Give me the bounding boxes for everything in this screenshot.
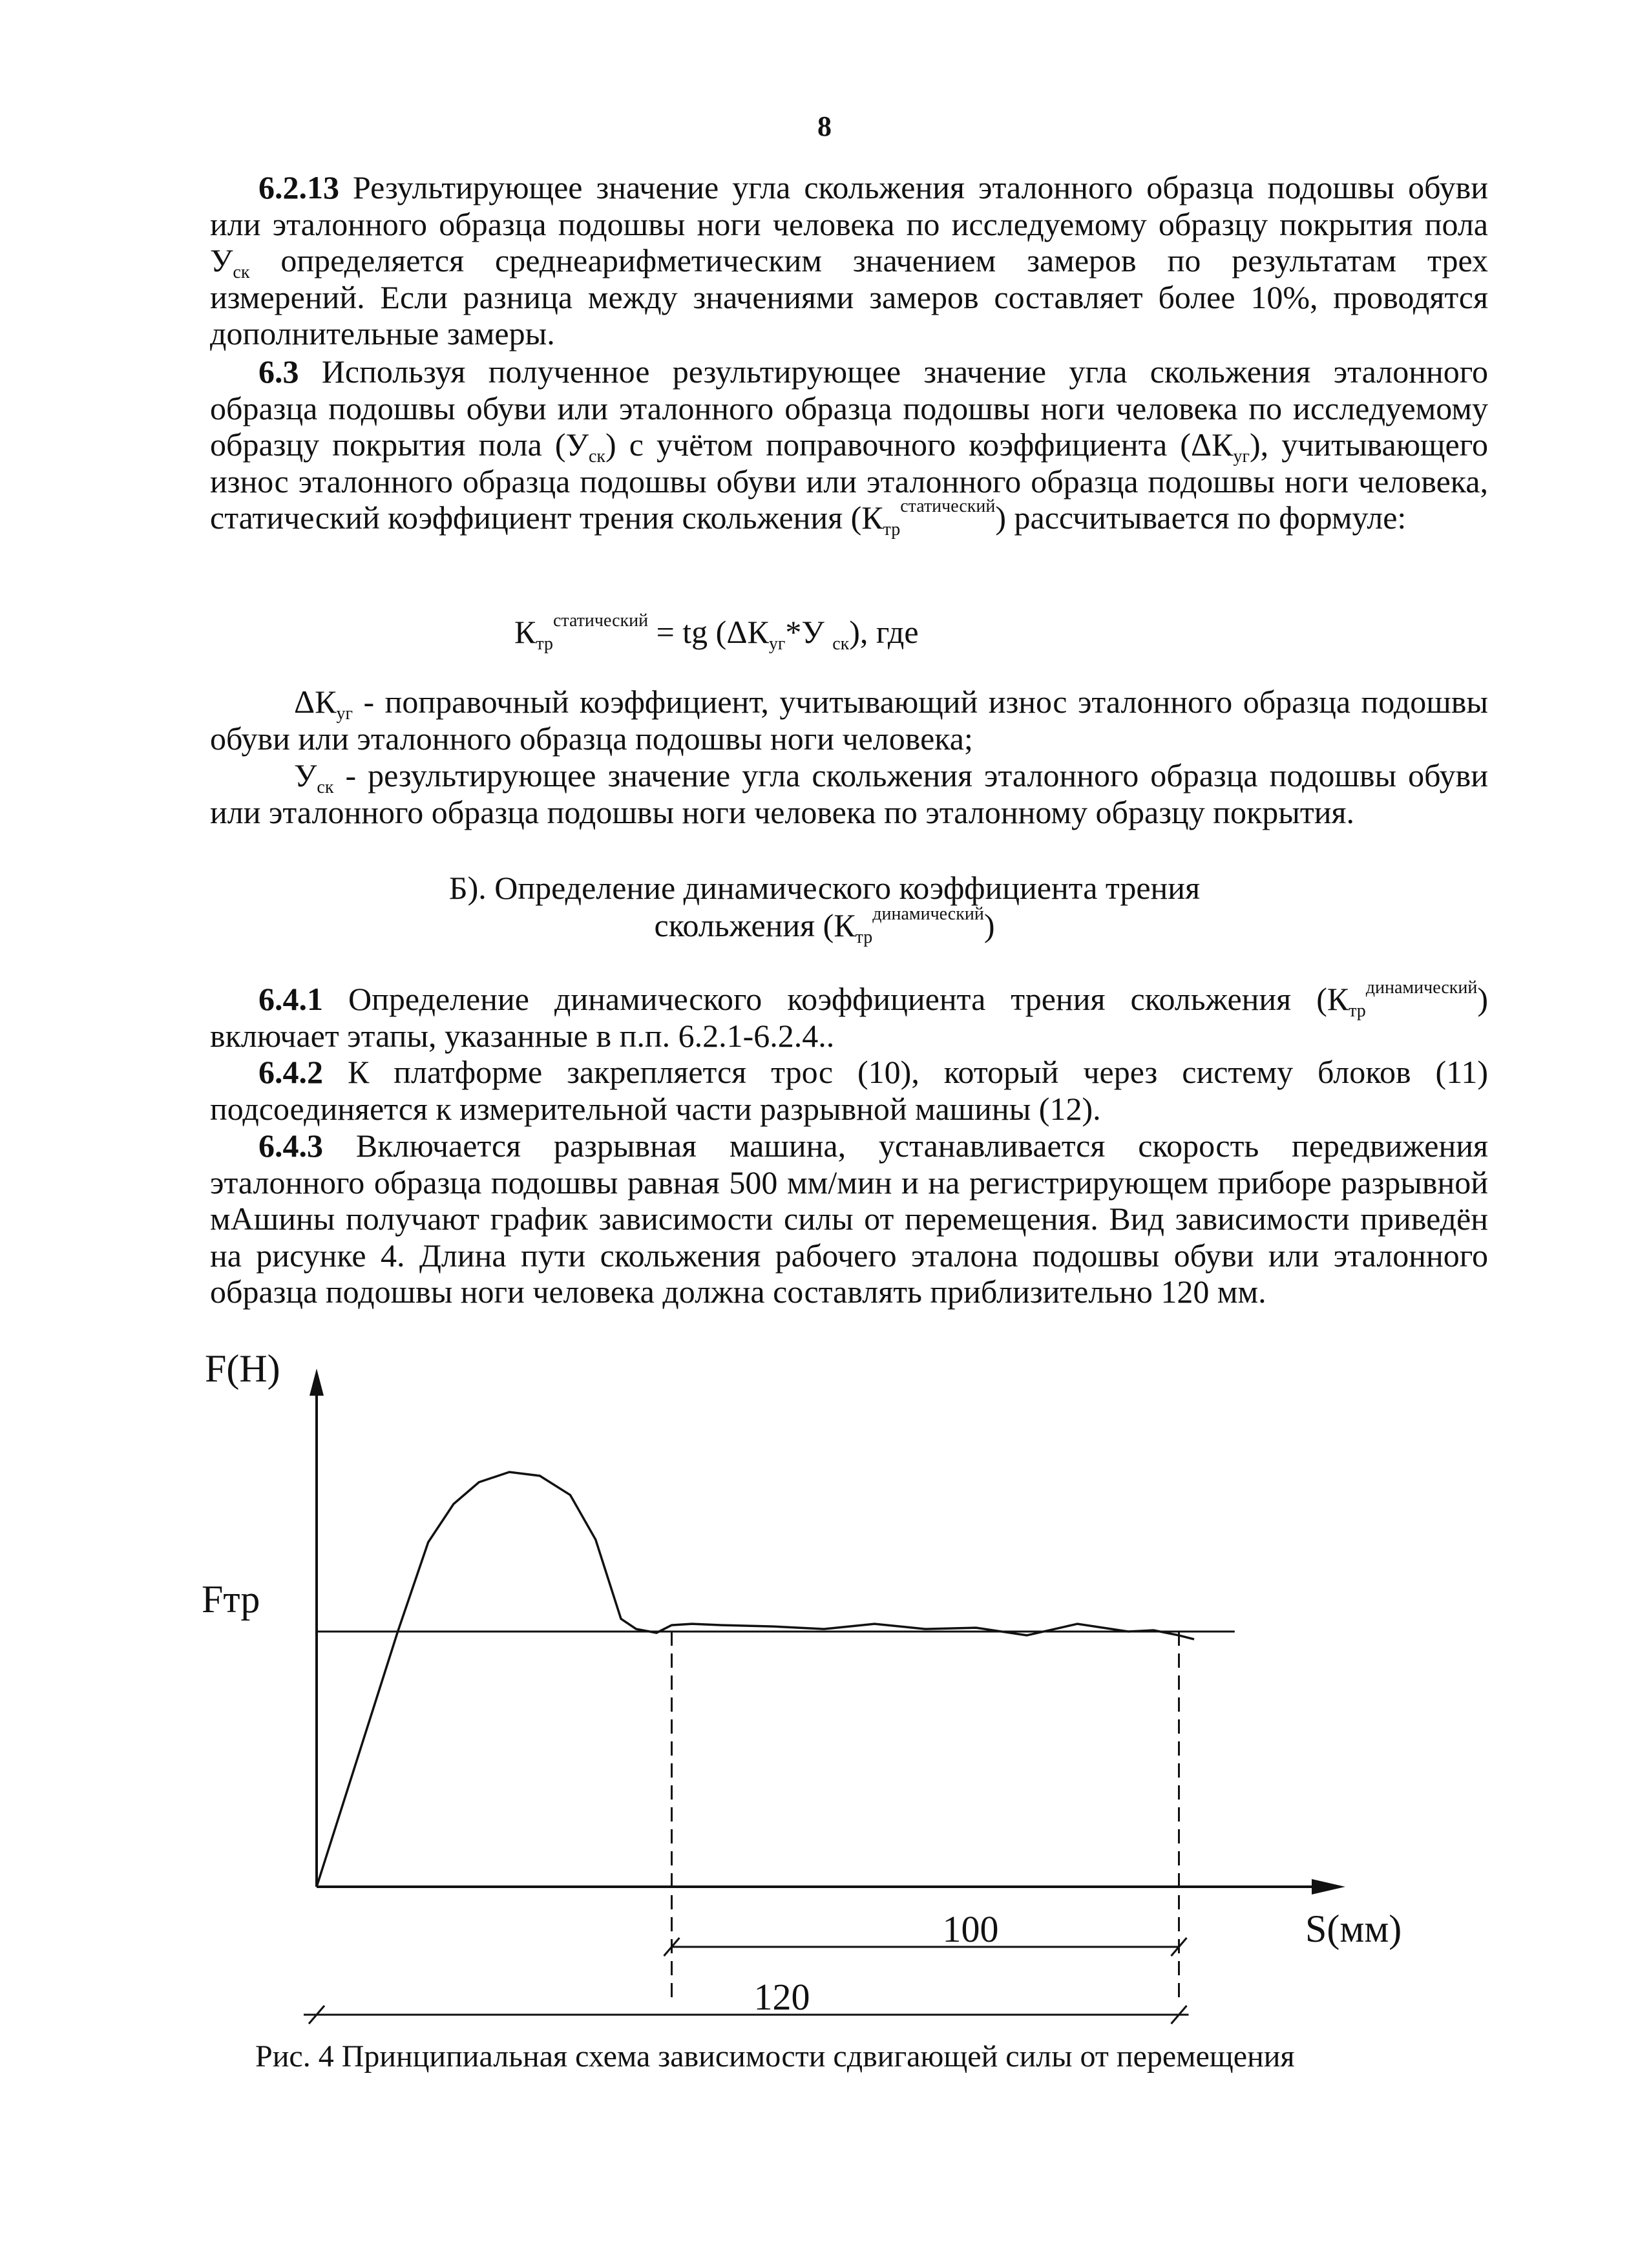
- section-heading-b: Б). Определение динамического коэффициента трения скольжения $(К_{тр}^{динамический})$: [448, 870, 1201, 947]
- figure-caption: Рис. 4 Принципиальная схема зависимости сдвигающей силы от перемещения: [255, 2039, 1295, 2074]
- page-number: 8: [817, 110, 832, 142]
- paragraph-6-4-1: 6.4.1 Определение динамического коэффициента трения скольжения $(К_{тр}^{динамический})$ включает этапы, указанные в п.п. 6.2.1-6.2.4..: [210, 978, 1488, 1054]
- reference-line-label: Fтр: [202, 1578, 260, 1621]
- clause-number: 6.4.3: [258, 1128, 323, 1164]
- dimension-label-120: 120: [753, 1976, 810, 2018]
- clause-number: 6.4.1: [258, 981, 323, 1017]
- paragraph-6-4-2: 6.4.2 К платформе закрепляется трос (10), который через систему блоков (11) подсоединяется к измерительной части разрывной машины (12).: [210, 1054, 1488, 1127]
- paragraph-6-3: 6.3 Используя полученное результирующее значение угла скольжения эталонного образца подошвы обуви или эталонного образца подошвы ноги человека по исследуемому образцу покрытия пола $(У_{ск})$ с учётом поправочного коэффициента $(\Delta К_{уг})$, учитывающего износ эталонного образца подошвы обуви или эталонного образца подошвы ноги человека, статический коэффициент трения скольжения $(К_{тр}^{статический})$ рассчитывается по формуле:: [210, 353, 1488, 540]
- definition-delta-k: $\Delta К_{уг}$ - поправочный коэффициент, учитывающий износ эталонного образца подошвы обуви или эталонного образца подошвы ноги человека;: [210, 684, 1488, 757]
- dimension-lines: [304, 1938, 1189, 2024]
- dimension-label-100: 100: [942, 1908, 999, 1950]
- clause-number: 6.3: [258, 353, 299, 390]
- clause-number: 6.4.2: [258, 1054, 323, 1090]
- clause-number: 6.2.13: [258, 169, 339, 205]
- paragraph-6-4-3: 6.4.3 Включается разрывная машина, устанавливается скорость передвижения эталонного образца подошвы равная 500 мм/мин и на регистрирующем приборе разрывной мАшины получают график зависимости силы от перемещения. Вид зависимости приведён на рисунке 4. Длина пути скольжения рабочего эталона подошвы обуви или эталонного образца подошвы ноги человека должна составлять приблизительно 120 мм.: [210, 1128, 1488, 1310]
- measurement-markers: [672, 1632, 1179, 2000]
- x-axis-arrow: [1312, 1879, 1345, 1895]
- y-axis-label: F(H): [205, 1347, 280, 1390]
- force-displacement-chart: [181, 1338, 1473, 2042]
- x-axis-label: S(мм): [1305, 1907, 1402, 1950]
- y-axis-arrow: [310, 1369, 324, 1396]
- definition-u-sk: $У_{ск}$ - результирующее значение угла скольжения эталонного образца подошвы обуви или эталонного образца подошвы ноги человека по эталонному образцу покрытия.: [210, 757, 1488, 830]
- force-curve: [317, 1472, 1194, 1887]
- friction-formula: $К_{тр}^{статический}$ = tg ($\Delta К_{уг}*У$ $_{ск}$), где: [514, 611, 919, 654]
- paragraph-6-2-13: 6.2.13 Результирующее значение угла скольжения эталонного образца подошвы обуви или эталонного образца подошвы ноги человека по исследуемому образцу покрытия пола $У_{ск}$ определяется среднеарифметическим значением замеров по результатам трех измерений. Если разница между значениями замеров составляет более 10%, проводятся дополнительные замеры.: [210, 169, 1488, 352]
